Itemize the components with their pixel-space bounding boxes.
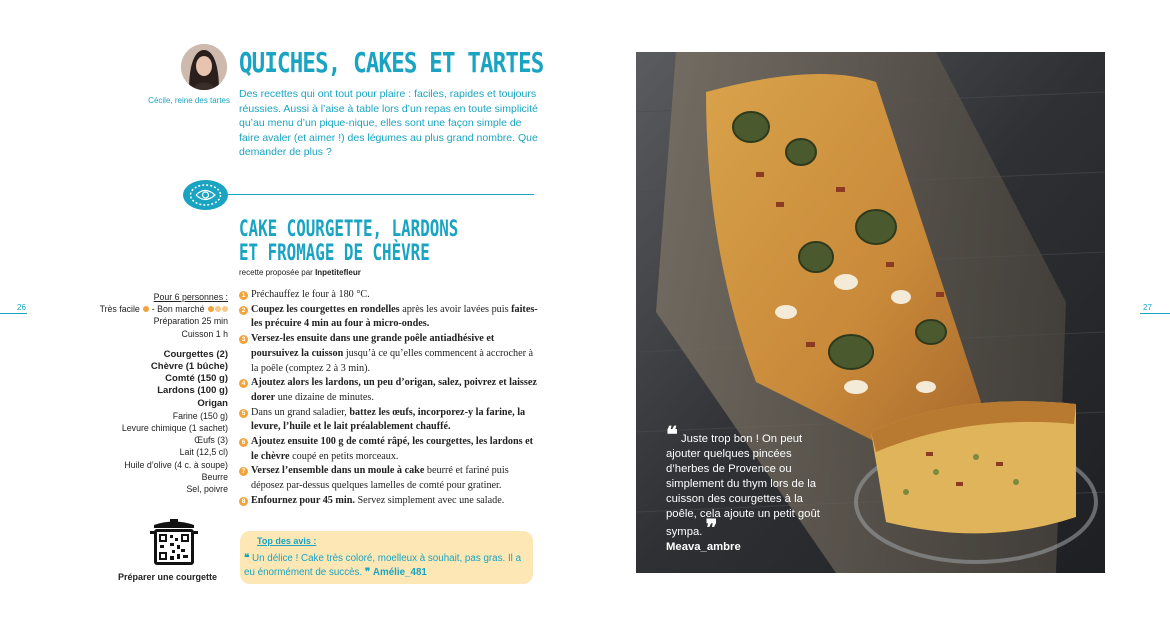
step-text: battez les œufs, incorporez-y la farine, la levure, l’huile et le lait préalablement chauffé. xyxy=(251,406,526,433)
ingredient-item: Levure chimique (1 sachet) xyxy=(121,423,228,434)
byline-author: Inpetitefleur xyxy=(315,268,361,277)
recipe-step xyxy=(239,435,539,464)
ingredient-item: Sel, poivre xyxy=(186,484,228,495)
step-number-badge: 4 xyxy=(239,379,248,388)
recipe-byline xyxy=(239,268,361,277)
review-body: Un délice ! Cake très coloré, moelleux à souhait, pas gras. Il a eu énormément de succès. xyxy=(244,553,522,578)
recipe-title-line2: ET FROMAGE DE CHÈVRE xyxy=(239,241,430,266)
step-number-badge: 6 xyxy=(239,438,248,447)
recipe-step xyxy=(239,376,539,405)
recipe-title-line1: CAKE COURGETTE, LARDONS xyxy=(239,217,459,242)
step-text: Ajoutez ensuite 100 g de comté râpé, les courgettes, les lardons et le chèvre xyxy=(251,436,534,462)
step-text: beurré et fariné puis déposez par-dessus quelques lamelles de comté pour gratiner. xyxy=(251,465,509,492)
step-text: Ajoutez alors les lardons, un peu d’origan, salez, poivrez et laissez dorer xyxy=(251,377,537,403)
open-quote-icon: ❝ xyxy=(244,553,250,564)
byline-prefix: recette proposée par xyxy=(239,268,313,277)
ingredient-item: Beurre xyxy=(201,471,228,482)
recipe-step xyxy=(239,464,539,493)
cost-dot-icon xyxy=(215,306,221,312)
open-quote-icon: ❝ xyxy=(666,422,678,448)
step-number-badge: 2 xyxy=(239,306,248,315)
step-number-badge: 8 xyxy=(239,497,248,506)
quote-author: Meava_ambre xyxy=(666,541,741,553)
step-text: Servez simplement avec une salade. xyxy=(354,494,505,506)
ingredient-item: Comté (150 g) xyxy=(165,373,228,385)
difficulty-dot-icon xyxy=(143,306,149,312)
ingredient-item: Farine (150 g) xyxy=(172,410,228,421)
step-text: après les avoir lavées puis xyxy=(399,303,512,315)
ingredient-item: Lardons (100 g) xyxy=(157,385,228,397)
recipe-step xyxy=(239,406,539,435)
ingredient-item: Œufs (3) xyxy=(194,435,228,446)
recipe-step xyxy=(239,303,539,332)
difficulty-label: Très facile xyxy=(99,304,140,315)
ingredient-item: Lait (12,5 cl) xyxy=(179,447,228,458)
difficulty-cost xyxy=(80,303,228,315)
ingredient-item: Origan xyxy=(197,397,228,409)
recipe-step xyxy=(239,332,539,376)
step-text: une dizaine de minutes. xyxy=(275,391,374,403)
step-text: Coupez les courgettes en rondelles xyxy=(251,303,400,315)
step-text: faites-les précuire 4 min au four à micro-ondes. xyxy=(251,303,538,330)
author-caption: Cécile, reine des tartes xyxy=(148,96,230,105)
cost-dot-icon xyxy=(208,306,214,312)
review-text xyxy=(244,552,524,580)
section-intro: Des recettes qui ont tout pour plaire : faciles, rapides et toujours réussies. Aussi à l’aise à table lors d’un repas en toute simplicité qu’au menu d’un pique-nique, elles sont une façon simple de faire avaler (et aimer !) des légumes au plus grand nombre. Que demander de plus ? xyxy=(239,88,538,158)
ingredients-list xyxy=(80,349,228,495)
qr-caption: Préparer une courgette xyxy=(118,572,218,582)
step-text: coupé en petits morceaux. xyxy=(289,450,399,462)
page-number-right: 27 xyxy=(1143,303,1152,312)
cost-dot-icon xyxy=(222,306,228,312)
page-number-left: 26 xyxy=(17,303,26,312)
reviews-title: Top des avis : xyxy=(257,536,317,546)
ingredient-item: Chèvre (1 bûche) xyxy=(150,361,228,373)
qr-code-icon[interactable] xyxy=(150,519,198,567)
recipe-step xyxy=(239,288,539,303)
cost-label: Bon marché xyxy=(157,304,205,315)
servings: Pour 6 personnes : xyxy=(153,292,228,302)
ingredient-item: Huile d’olive (4 c. à soupe) xyxy=(124,459,228,470)
recipe-steps xyxy=(239,288,539,509)
separator: - xyxy=(151,304,155,315)
photo-quote xyxy=(666,422,836,555)
review-author: Amélie_481 xyxy=(372,567,427,578)
prep-time: Préparation 25 min xyxy=(153,316,228,327)
section-divider xyxy=(210,194,534,195)
recipe-step xyxy=(239,494,539,509)
step-text: Dans un grand saladier, xyxy=(251,406,350,418)
close-quote-icon: ❞ xyxy=(705,515,718,541)
close-quote-icon: ❞ xyxy=(364,567,371,578)
step-text: jusqu’à ce qu’elles commencent à accrocher à la poêle (comptez 2 à 3 min). xyxy=(251,347,534,374)
cake-badge-icon xyxy=(183,180,228,210)
ingredient-item: Courgettes (2) xyxy=(163,348,228,360)
step-text: Enfournez pour 45 min. xyxy=(251,494,355,506)
page-rule-right xyxy=(1140,313,1170,314)
step-text: Préchauffez le four à 180 °C. xyxy=(251,289,370,300)
recipe-title xyxy=(239,218,458,266)
step-number-badge: 7 xyxy=(239,467,248,476)
cook-time: Cuisson 1 h xyxy=(181,328,228,339)
recipe-info xyxy=(80,291,228,495)
page-rule-left xyxy=(0,313,27,314)
author-avatar xyxy=(181,44,227,90)
step-number-badge: 1 xyxy=(239,291,248,300)
quote-text: Juste trop bon ! On peut ajouter quelques pincées d’herbes de Provence ou simplement du thym lors de la cuisson des courgettes à la poêle, cela ajoute un petit goût sympa. xyxy=(666,433,820,538)
step-text: Versez-les ensuite dans une grande poêle antiadhésive et poursuivez la cuisson xyxy=(251,333,495,359)
step-text: Versez l’ensemble dans un moule à cake xyxy=(251,465,425,477)
section-title: QUICHES, CAKES ET TARTES xyxy=(239,46,544,79)
step-number-badge: 3 xyxy=(239,335,248,344)
step-number-badge: 5 xyxy=(239,409,248,418)
